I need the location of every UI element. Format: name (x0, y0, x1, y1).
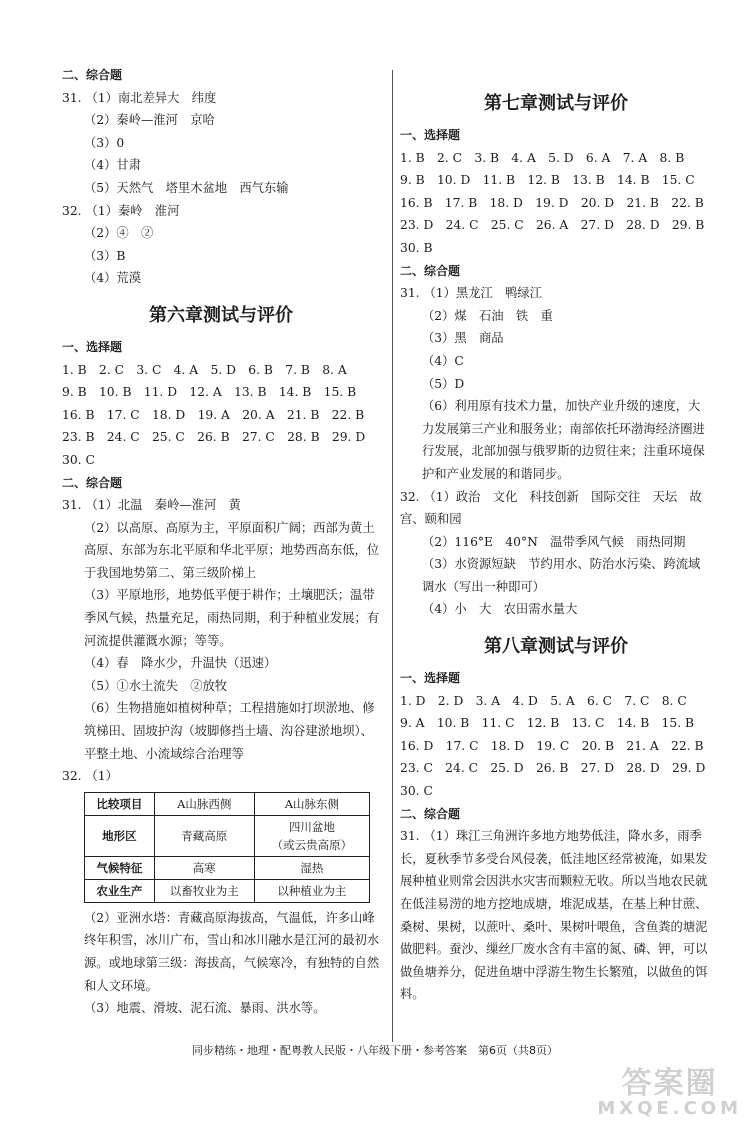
answer-line: （3）黑 商品 (422, 331, 504, 346)
answer-line: （4）C (422, 353, 464, 368)
answer-line: 32. （1）秦岭 淮河 (62, 203, 180, 218)
answer-line: （3）0 (84, 135, 125, 150)
table-cell: 农业生产 (85, 879, 155, 902)
table-header-row (85, 792, 370, 815)
answer-paragraph: （2）以高原、高原为主，平原面积广阔；西部为黄土高原、东部为东北平原和华北平原；地势西高东低，位于我国地势第二、第三级阶梯上 (84, 520, 380, 580)
table-header: A山脉西侧 (154, 792, 254, 815)
watermark-main: 答案圈 (621, 1066, 718, 1101)
answer-paragraph: （6）利用原有技术力量，加快产业升级的速度，大力发展第三产业和服务业；南部依托环渤海经济圈进行发展，北部加强与俄罗斯的边贸往来；注重环境保护和产业发展的和谐同步。 (422, 399, 705, 481)
mc-answers: 16. B 17. C 18. D 19. A 20. A 21. B 22. B (62, 407, 365, 422)
answer-paragraph: （3）水资源短缺 节约用水、防治水污染、跨流域调水（写出一种即可） (422, 557, 701, 594)
table-cell-text: 四川盆地 (288, 819, 335, 834)
comparison-table (84, 792, 370, 903)
watermark-logo (597, 1058, 742, 1119)
mc-answers: 16. B 17. B 18. D 19. D 20. D 21. B 22. B (400, 195, 704, 210)
section-heading: 二、综合题 (62, 475, 123, 490)
mc-answers: 23. C 24. C 25. D 26. B 27. D 28. D 29. D (400, 761, 706, 776)
table-row (85, 856, 370, 879)
mc-answers: 1. D 2. D 3. A 4. D 5. A 6. C 7. C 8. C (400, 693, 687, 708)
answer-line: （4）荒漠 (84, 271, 142, 286)
section-heading: 二、综合题 (62, 68, 123, 82)
answer-line: 31. （1）北温 秦岭—淮河 黄 (62, 498, 241, 513)
chapter-7-title: 第七章测试与评价 (484, 93, 628, 114)
answer-line: （3）B (84, 248, 126, 263)
mc-answers: 9. A 10. B 11. C 12. B 13. C 14. B 15. B (400, 716, 695, 731)
answer-line: （5）D (422, 376, 465, 391)
answer-line: （2）煤 石油 铁 重 (422, 308, 553, 323)
table-cell: 以畜牧业为主 (154, 879, 254, 902)
section-heading: 二、综合题 (400, 806, 461, 821)
table-cell-text: （或云贵高原） (271, 837, 353, 852)
table-cell (254, 815, 369, 856)
answer-line: （2）116°E 40°N 温带季风气候 雨热同期 (422, 534, 686, 549)
mc-answers: 1. B 2. C 3. C 4. A 5. D 6. B 7. B 8. A (62, 362, 347, 377)
table-row (85, 879, 370, 902)
table-cell: 以种植业为主 (254, 879, 369, 902)
answer-paragraph: （3）平原地形，地势低平便于耕作；土壤肥沃；温带季风气候，热量充足，雨热同期，利于种植业发展；有河流提供灌溉水源；等等。 (84, 588, 380, 648)
table-row (85, 815, 370, 856)
mc-answers: 9. B 10. D 11. B 12. B 13. B 14. B 15. C (400, 173, 695, 188)
page-footer: 同步精练・地理・配粤教人民版・八年级下册・参考答案 第6页（共8页） (192, 1044, 558, 1057)
mc-answers: 30. C (400, 784, 433, 799)
section-heading: 二、综合题 (400, 263, 461, 278)
table-cell: 青藏高原 (154, 815, 254, 856)
table-cell: 高寒 (154, 856, 254, 879)
mc-answers: 16. D 17. C 18. D 19. C 20. B 21. A 22. B (400, 738, 704, 753)
table-header: 比较项目 (85, 792, 155, 815)
column-divider (392, 70, 393, 1042)
answer-line: （4）甘肃 (84, 158, 142, 173)
answer-paragraph: 32. （1）政治 文化 科技创新 国际交往 天坛 故宫、颐和园 (400, 489, 702, 527)
section-heading: 一、选择题 (400, 128, 461, 142)
answer-line: （3）地震、滑坡、泥石流、暴雨、洪水等。 (84, 1001, 326, 1016)
chapter-8-title: 第八章测试与评价 (484, 636, 628, 658)
answer-line: （4）春 降水少，升温快（迅速） (84, 656, 277, 671)
answer-line: 31. （1）南北差异大 纬度 (62, 90, 217, 105)
answer-line: （5）天然气 塔里木盆地 西气东输 (84, 180, 289, 195)
chapter-6-title: 第六章测试与评价 (149, 304, 293, 326)
answer-line: 31. （1）黑龙江 鸭绿江 (400, 286, 542, 301)
answer-line: （2）④ ② (84, 226, 154, 241)
mc-answers: 30. B (400, 240, 433, 255)
answer-line: （5）①水土流失 ②放牧 (84, 678, 228, 693)
answer-line: （2）秦岭—淮河 京哈 (84, 113, 215, 128)
mc-answers: 9. B 10. B 11. D 12. A 13. B 14. B 15. B (62, 385, 357, 400)
table-cell: 地形区 (85, 815, 155, 856)
right-column (400, 84, 712, 1006)
table-header: A山脉东侧 (254, 792, 369, 815)
answer-paragraph: 31. （1）珠江三角洲许多地方地势低洼，降水多，雨季长，夏秋季节多受台风侵袭，低洼地区经常被淹，如果发展种植业则常会因洪水灾害而颗粒无收。所以当地农民就在低洼易涝的地方挖地成塘，堆泥成基，在基上种甘蔗、桑树、果树，以蔗叶、桑叶、果树叶喂鱼，含鱼粪的塘泥做肥料。蚕沙、缫丝厂废水含有丰富的氮、磷、钾，可以做鱼塘养分，促进鱼塘中浮游生物生长繁殖，以做鱼的饵料。 (400, 829, 708, 1002)
mc-answers: 23. B 24. C 25. C 26. B 27. C 28. B 29. D (62, 430, 366, 445)
answer-paragraph: （2）亚洲水塔：青藏高原海拔高，气温低，许多山峰终年积雪，冰川广布，雪山和冰川融水是江河的最初水源。或地球第三级：海拔高，气候寒冷，有独特的自然和人文环境。 (84, 910, 380, 993)
section-heading: 一、选择题 (400, 671, 461, 686)
answer-paragraph: （6）生物措施如植树种草；工程措施如打坝淤地、修筑梯田、固坡护沟（坡脚修挡土墙、沟谷建淤地坝）、平整土地、小流域综合治理等 (84, 701, 375, 761)
table-cell: 湿热 (254, 856, 369, 879)
watermark-sub: MXQE.COM (597, 1098, 742, 1119)
mc-answers: 30. C (62, 452, 95, 467)
left-column (62, 64, 380, 1020)
section-heading: 一、选择题 (62, 339, 123, 354)
mc-answers: 23. D 24. C 25. C 26. A 27. D 28. D 29. B (400, 218, 705, 233)
table-cell: 气候特征 (85, 856, 155, 879)
mc-answers: 1. B 2. C 3. B 4. A 5. D 6. A 7. A 8. B (400, 150, 685, 165)
answer-line: （4）小 大 农田需水量大 (422, 602, 578, 617)
answer-line: 32. （1） (62, 769, 118, 784)
